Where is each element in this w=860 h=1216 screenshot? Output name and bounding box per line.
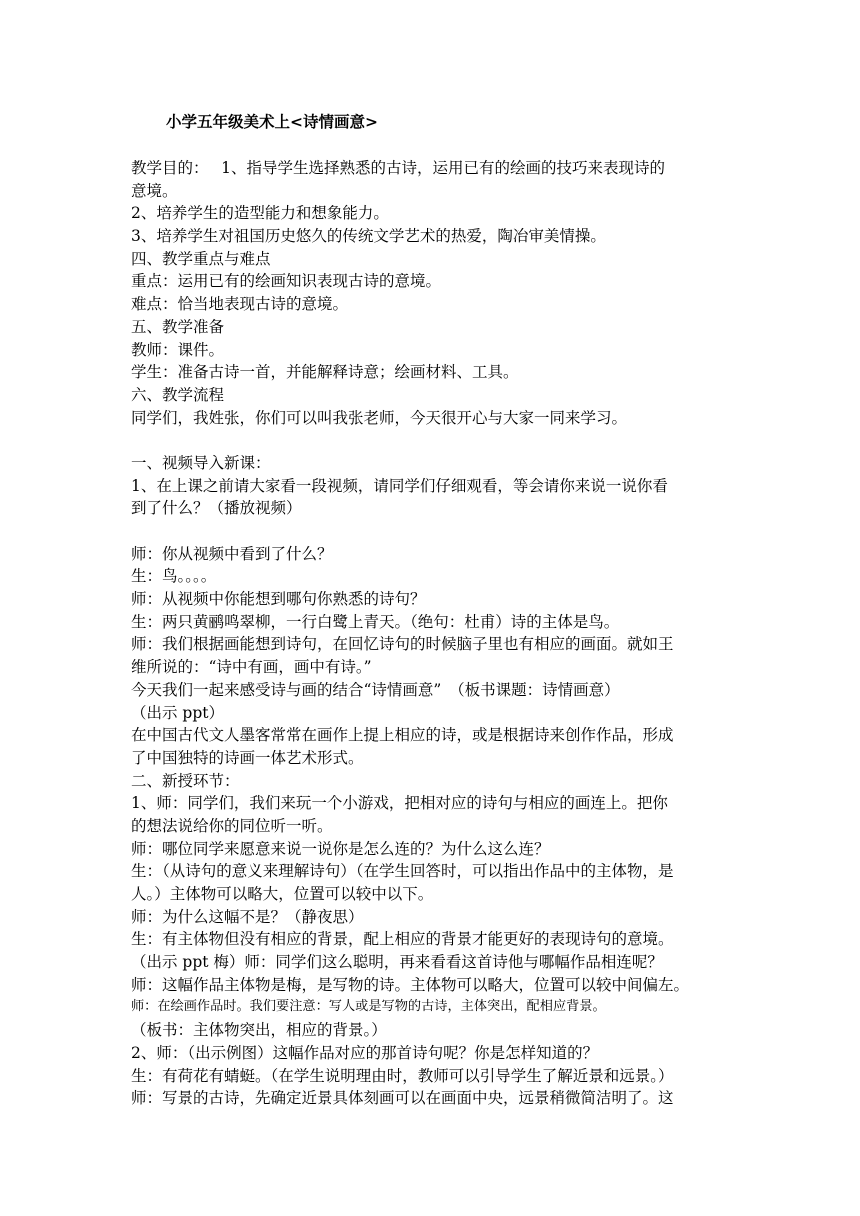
paragraph-line: 2、师：（出示例图）这幅作品对应的那首诗句呢？你是怎样知道的？	[131, 1043, 599, 1062]
paragraph-line: 师：为什么这幅不是？（静夜思）	[131, 907, 364, 926]
paragraph-line: 师：哪位同学来愿意来说一说你是怎么连的？为什么这么连？	[131, 839, 550, 858]
paragraph-line: 1、师：同学们，我们来玩一个小游戏，把相对应的诗句与相应的画连上。把你	[131, 794, 668, 813]
paragraph-line: 教学目的： 1、指导学生选择熟悉的古诗，运用已有的绘画的技巧来表现诗的	[131, 159, 666, 177]
paragraph-line: 四、教学重点与难点	[131, 249, 271, 268]
paragraph-line: （板书：主体物突出，相应的背景。）	[131, 1021, 387, 1040]
paragraph-line: 教师：课件。	[131, 340, 225, 359]
paragraph-line: 人。）主体物可以略大，位置可以较中以下。	[131, 885, 434, 903]
paragraph-line: 的想法说给你的同位听一听。	[131, 816, 333, 835]
paragraph-line: 一、视频导入新课：	[131, 453, 271, 472]
paragraph-line: 生：鸟。。。。	[131, 567, 217, 586]
paragraph-line: 学生：准备古诗一首，并能解释诗意；绘画材料、工具。	[131, 363, 519, 382]
paragraph-line: 了中国独特的诗画一体艺术形式。	[131, 748, 364, 767]
paragraph-line: 师：写景的古诗，先确定近景具体刻画可以在画面中央，远景稍微简洁明了。这	[131, 1089, 674, 1108]
paragraph-line: 五、教学准备	[131, 317, 225, 336]
document-body	[131, 157, 733, 1110]
paragraph-line: （出示 ppt 梅）师：同学们这么聪明，再来看看这首诗他与哪幅作品相连呢？	[131, 953, 663, 972]
paragraph-line: 意境。	[131, 181, 178, 200]
paragraph-line: 师：从视频中你能想到哪句你熟悉的诗句？	[131, 590, 426, 609]
paragraph-line: 3、培养学生对祖国历史悠久的传统文学艺术的热爱，陶冶审美情操。	[131, 227, 606, 246]
paragraph-line: 生：两只黄鹂鸣翠柳，一行白鹭上青天。（绝句：杜甫）诗的主体是鸟。	[131, 612, 620, 631]
paragraph-line: 维所说的：“诗中有画，画中有诗。”	[131, 658, 372, 677]
paragraph-line: 师：你从视频中看到了什么？	[131, 544, 333, 563]
blank-line	[131, 520, 733, 543]
paragraph-line: 在中国古代文人墨客常常在画作上提上相应的诗，或是根据诗来创作作品，形成	[131, 726, 674, 745]
paragraph-line: 师：这幅作品主体物是梅，是写物的诗。主体物可以略大，位置可以较中间偏左。	[131, 975, 690, 994]
paragraph-line: 难点：恰当地表现古诗的意境。	[131, 295, 349, 314]
paragraph-line: 2、培养学生的造型能力和想象能力。	[131, 204, 389, 223]
paragraph-line: 今天我们一起来感受诗与画的结合“诗情画意” （板书课题：诗情画意）	[131, 680, 620, 699]
paragraph-line: 生：有主体物但没有相应的背景，配上相应的背景才能更好的表现诗句的意境。	[131, 930, 674, 949]
paragraph-line: （出示 ppt）	[131, 703, 225, 722]
paragraph-line: 1、在上课之前请大家看一段视频，请同学们仔细观看，等会请你来说一说你看	[131, 476, 668, 495]
blank-line	[131, 429, 733, 452]
paragraph-line: 师：在绘画作品时。我们要注意：写人或是写物的古诗，主体突出，配相应背景。	[131, 999, 606, 1015]
paragraph-line: 到了什么？（播放视频）	[131, 499, 302, 518]
paragraph-line: 师：我们根据画能想到诗句，在回忆诗句的时候脑子里也有相应的画面。就如王	[131, 635, 674, 654]
paragraph-line: 生：（从诗句的意义来理解诗句）（在学生回答时，可以指出作品中的主体物，是	[131, 862, 674, 881]
paragraph-line: 六、教学流程	[131, 385, 225, 404]
paragraph-line: 二、新授环节：	[131, 771, 240, 790]
paragraph-line: 同学们，我姓张，你们可以叫我张老师，今天很开心与大家一同来学习。	[131, 408, 628, 427]
paragraph-line: 生：有荷花有蜻蜓。（在学生说明理由时，教师可以引导学生了解近景和远景。）	[131, 1066, 674, 1085]
paragraph-line: 重点：运用已有的绘画知识表现古诗的意境。	[131, 272, 442, 291]
document-title: 小学五年级美术上<诗情画意>	[166, 113, 378, 131]
